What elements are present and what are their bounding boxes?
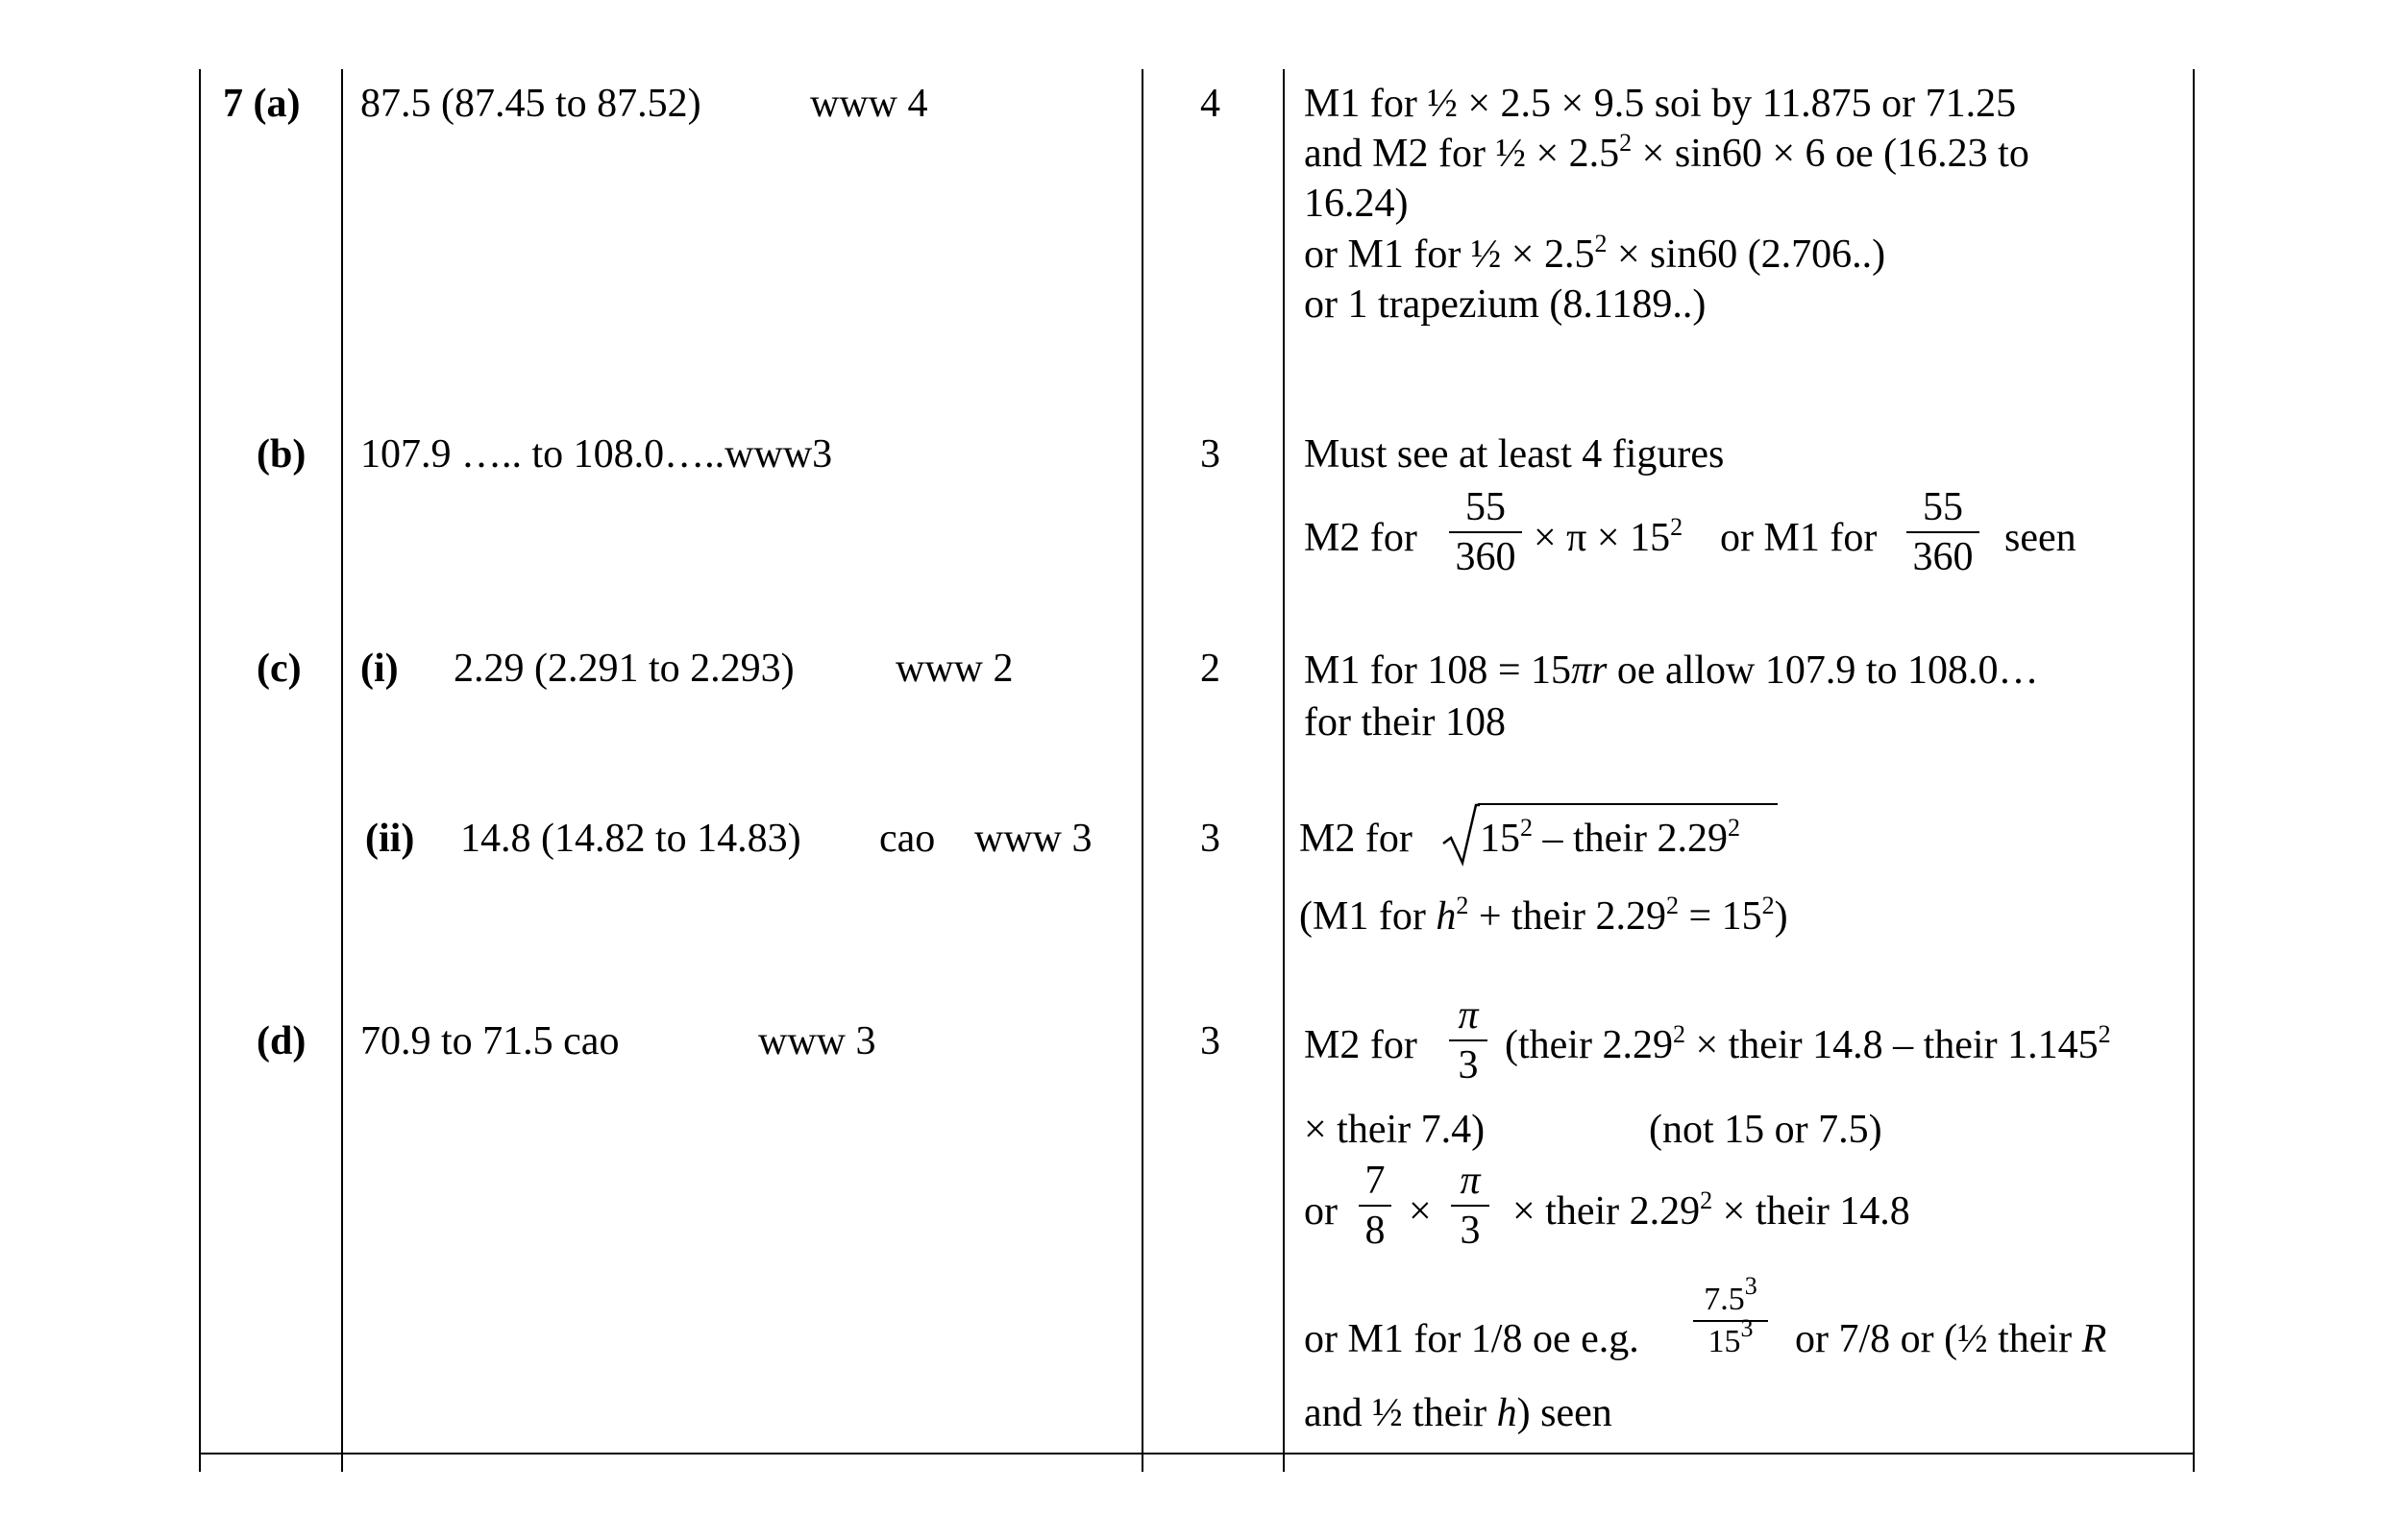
answer-7c-ii: 14.8 (14.82 to 14.83) bbox=[460, 817, 801, 861]
fraction-pi-over-3: π 3 bbox=[1449, 993, 1487, 1088]
cao-7c-ii: cao bbox=[879, 817, 936, 861]
guidance-7d-line3: × their $2.29^2$ × their 14.8 bbox=[1512, 1186, 1910, 1234]
question-label-7d: (d) bbox=[257, 1019, 307, 1063]
fraction-7-over-8: 7 8 bbox=[1359, 1159, 1391, 1253]
guidance-7d-m2for: M2 for bbox=[1304, 1023, 1417, 1067]
guidance-7c-i-line1: M1 for 108 = 15πr oe allow 107.9 to 108.0… bbox=[1304, 648, 2039, 693]
guidance-7d-line4b: or 7/8 or (½ their R bbox=[1795, 1317, 2107, 1361]
guidance-7d-line4a: or M1 for 1/8 oe e.g. bbox=[1304, 1317, 1639, 1361]
sub-label-7c-i: (i) bbox=[360, 647, 399, 691]
guidance-7a-line1: M1 for ½ × 2.5 × 9.5 soi by 11.875 or 71.25 bbox=[1304, 82, 2017, 126]
square-root-overline bbox=[1478, 803, 1778, 805]
fraction-pi-over-3-2: π 3 bbox=[1451, 1159, 1489, 1253]
sub-label-7c-ii: (ii) bbox=[365, 817, 415, 861]
table-border-right bbox=[2193, 69, 2195, 1472]
guidance-7c-ii-m1: (M1 for $h^2$ + their $2.29^2 = 15^2$) bbox=[1299, 892, 1788, 939]
guidance-7d-or: or bbox=[1304, 1189, 1338, 1234]
mark-7c-i: 2 bbox=[1200, 647, 1220, 691]
square-root-sign bbox=[1441, 803, 1480, 867]
answer-7c-i: 2.29 (2.291 to 2.293) bbox=[454, 647, 795, 691]
fraction-7.5cubed-over-15cubed: $7.5^3$ $15^3$ bbox=[1693, 1282, 1768, 1360]
table-column-divider-1 bbox=[341, 69, 343, 1472]
guidance-7c-ii-radicand: $15^2$ – their 2.29$^2$ bbox=[1480, 814, 1740, 861]
answer-7b: 107.9 ….. to 108.0…..www3 bbox=[360, 432, 833, 477]
guidance-7d-line2: × their 7.4) bbox=[1304, 1108, 1486, 1152]
guidance-7a-line5: or 1 trapezium (8.1189..) bbox=[1304, 282, 1707, 327]
guidance-7b-pi-term: × $\pi \times 15^2$ bbox=[1534, 513, 1683, 560]
guidance-7b-line1: Must see at least 4 figures bbox=[1304, 432, 1725, 477]
guidance-7b-m2for: M2 for bbox=[1304, 516, 1417, 560]
question-label-7c: (c) bbox=[257, 647, 302, 691]
mark-7d: 3 bbox=[1200, 1019, 1220, 1063]
guidance-7a-line2: and M2 for ½ × $2.5^2 \times \sin 60 \times 6$ oe (16.23 to bbox=[1304, 129, 2029, 176]
table-bottom-border bbox=[199, 1453, 2195, 1454]
answer-7a: 87.5 (87.45 to 87.52) bbox=[360, 82, 701, 126]
guidance-7d-not: (not 15 or 7.5) bbox=[1649, 1108, 1882, 1152]
mark-7a: 4 bbox=[1200, 82, 1220, 126]
guidance-7d-line5: and ½ their h) seen bbox=[1304, 1391, 1612, 1435]
answer-7d: 70.9 to 71.5 cao bbox=[360, 1019, 620, 1063]
guidance-7b-or-m1: or M1 for bbox=[1720, 516, 1878, 560]
guidance-7a-line3: 16.24) bbox=[1304, 182, 1409, 226]
table-column-divider-3 bbox=[1283, 69, 1285, 1472]
guidance-7d-times: × bbox=[1409, 1189, 1432, 1234]
question-label-7a: 7 (a) bbox=[223, 82, 301, 126]
mark-7c-ii: 3 bbox=[1200, 817, 1220, 861]
guidance-7c-ii-m2for: M2 for bbox=[1299, 817, 1413, 861]
www-7a: www 4 bbox=[810, 82, 928, 126]
guidance-7a-line4: or M1 for ½ × $2.5^2 \times \sin 60$ (2.706..) bbox=[1304, 230, 1886, 277]
guidance-7b-seen: seen bbox=[2004, 516, 2076, 560]
www-7c-i: www 2 bbox=[896, 647, 1014, 691]
www-7c-ii: www 3 bbox=[974, 817, 1093, 861]
mark-7b: 3 bbox=[1200, 432, 1220, 477]
question-label-7b: (b) bbox=[257, 432, 307, 477]
guidance-7d-line1: (their $2.29^2$ × their 14.8 – their 1.145$^2$ bbox=[1505, 1020, 2111, 1067]
fraction-55-over-360: 55 360 bbox=[1449, 485, 1522, 579]
fraction-55-over-360-2: 55 360 bbox=[1906, 485, 1979, 579]
www-7d: www 3 bbox=[758, 1019, 876, 1063]
table-border-left bbox=[199, 69, 201, 1472]
guidance-7c-i-line2: for their 108 bbox=[1304, 700, 1506, 745]
table-column-divider-2 bbox=[1142, 69, 1143, 1472]
